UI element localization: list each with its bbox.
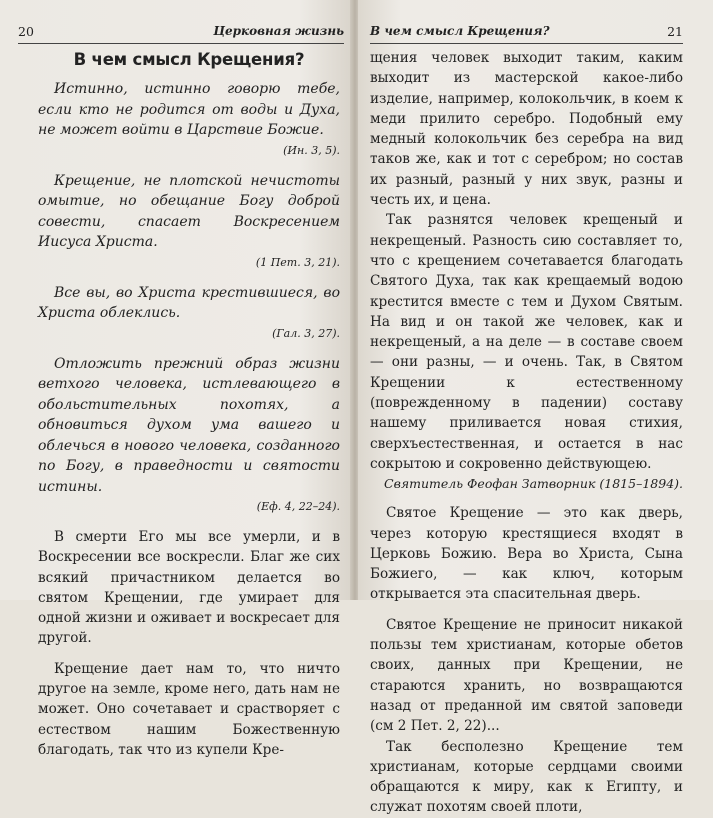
scripture-reference: (Ин. 3, 5). [283,143,340,157]
scripture-reference: (1 Пет. 3, 21). [255,255,340,269]
page-number: 21 [667,24,683,39]
scripture-quote: Истинно, истинно говорю тебе, если кто не родится от воды и Духа, не может войти в Царствие Божие. [38,81,340,138]
chapter-title: В чем смысл Крещения? [73,50,305,69]
page-number: 20 [18,24,34,39]
paragraph: щения человек выходит таким, каким выходит из мастерской какое-либо изделие, например, колокольчик, в коем к меди прилито серебро. Подобный ему медный колокольчик без серебра на вид таков же, как и тот с серебром; но состав их разный, разный у них звук, разны и честь их, и цена. [370,50,683,209]
paragraph: Святое Крещение — это как дверь, через которую крестящиеся входят в Церковь Божию. Вера во Христа, Сына Божиего, — как ключ, которым открывается эта спасительная дверь. [370,505,683,603]
scripture-reference: (Гал. 3, 27). [272,326,340,340]
header-rule [370,43,683,44]
paragraph: Так разнятся человек крещеный и некрещеный. Разность сию составляет то, что с крещением сочетавается благодать Святого Духа, так как крещаемый водою крестится вместе с тем и Духом Святым. На вид и он такой же человек, как и некрещеный, а на деле — в составе своем — они разны, — и очень. Так, в Святом Крещении к естественному (поврежденному в падении) составу нашему приливается новая стихия, сверхъестественная, и остается в нас сокрытою и сокровенно действующею. [370,212,683,472]
left-header [18,24,344,42]
running-head: Церковная жизнь [213,24,344,38]
paragraph: Крещение дает нам то, что ничто другое на земле, кроме него, дать нам не может. Оно сочетавает и срастворяет с естеством нашим Божественную благодать, так что из купели Кре- [38,660,340,758]
scripture-quote: Отложить прежний образ жизни ветхого человека, истлевающего в обольстительных похотях, а обновиться духом ума вашего и облечься в нового человека, созданного по Богу, в праведности и святости истины. [38,355,340,495]
right-page [358,0,713,816]
author-signature: Святитель Феофан Затворник (1815–1894). [384,476,683,492]
running-head: В чем смысл Крещения? [370,24,550,38]
right-header [370,24,683,42]
scripture-quote: Все вы, во Христа крестившиеся, во Христа облеклись. [38,284,340,321]
left-page [0,0,352,758]
paragraph: Святое Крещение не приносит никакой пользы тем христианам, которые обетов своих, данных при Крещении, не стараются хранить, но возвращаются назад от преданной им святой заповеди (см 2 Пет. 2, 22)... [370,616,683,735]
right-text [370,48,683,818]
scripture-quote: Крещение, не плотской нечистоты омытие, но обещание Богу доброй совести, спасает Воскресением Иисуса Христа. [38,172,340,250]
paragraph: Так бесполезно Крещение тем христианам, которые сердцами своими обращаются к миру, как к Египту, и служат похотям своей плоти, [370,738,683,816]
left-text [38,48,340,760]
header-rule [18,43,344,44]
scripture-reference: (Еф. 4, 22–24). [256,500,340,513]
paragraph: В смерти Его мы все умерли, и в Воскресении все воскресли. Благ же сих всякий причастником делается во святом Крещении, где умирает для одной жизни и оживает и воскресает для другой. [38,529,340,647]
